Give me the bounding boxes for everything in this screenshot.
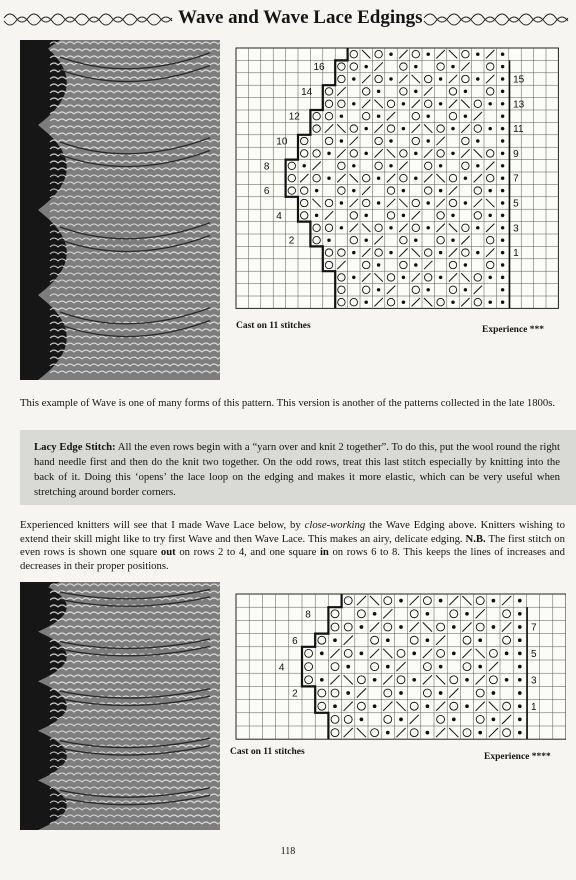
purl-symbol xyxy=(346,665,350,669)
purl-symbol xyxy=(464,201,467,204)
wave-lace-paragraph xyxy=(20,519,565,573)
purl-symbol xyxy=(488,102,491,105)
purl-symbol xyxy=(414,176,417,179)
purl-symbol xyxy=(426,288,429,291)
purl-symbol xyxy=(439,251,442,254)
para-text-3: The first stitch on even rows is shown one square xyxy=(20,532,565,558)
purl-symbol xyxy=(501,127,504,130)
purl-symbol xyxy=(518,665,522,669)
purl-symbol xyxy=(352,251,355,254)
row-number-right: 5 xyxy=(531,649,537,661)
purl-symbol xyxy=(360,718,364,722)
purl-symbol xyxy=(386,665,390,669)
purl-symbol xyxy=(505,652,509,656)
purl-symbol xyxy=(377,288,380,291)
chart1-experience-caption: Experience *** xyxy=(482,325,545,335)
purl-symbol xyxy=(439,77,442,80)
row-number-left: 2 xyxy=(292,688,298,700)
page-title: Wave and Wave Lace Edgings xyxy=(178,7,423,28)
purl-symbol xyxy=(426,704,430,708)
purl-symbol xyxy=(501,189,504,192)
purl-symbol xyxy=(476,139,479,142)
chart1-cast-on-caption: Cast on 11 stitches xyxy=(236,321,311,331)
purl-symbol xyxy=(492,625,496,629)
purl-symbol xyxy=(352,276,355,279)
purl-symbol xyxy=(426,731,430,735)
purl-symbol xyxy=(478,731,482,735)
row-number-right: 11 xyxy=(513,124,524,136)
purl-symbol xyxy=(364,127,367,130)
purl-symbol xyxy=(476,52,479,55)
para-italic: close-working xyxy=(304,519,366,531)
purl-symbol xyxy=(302,164,305,167)
row-number-right: 7 xyxy=(531,622,537,634)
purl-symbol xyxy=(340,139,343,142)
purl-symbol xyxy=(488,300,491,303)
purl-symbol xyxy=(501,114,504,117)
purl-symbol xyxy=(451,238,454,241)
purl-symbol xyxy=(364,300,367,303)
purl-symbol xyxy=(439,691,443,695)
row-number-left: 14 xyxy=(301,86,313,98)
purl-symbol xyxy=(377,201,380,204)
purl-symbol xyxy=(426,139,429,142)
purl-symbol xyxy=(464,263,467,266)
purl-symbol xyxy=(315,214,318,217)
para-text-1: Experienced knitters will see that I made Wave Lace below, by xyxy=(20,519,305,531)
purl-symbol xyxy=(518,625,522,629)
purl-symbol xyxy=(501,102,504,105)
purl-symbol xyxy=(501,300,504,303)
purl-symbol xyxy=(399,691,403,695)
purl-symbol xyxy=(518,638,522,642)
purl-symbol xyxy=(501,52,504,55)
purl-symbol xyxy=(452,718,456,722)
purl-symbol xyxy=(327,176,330,179)
purl-symbol xyxy=(426,52,429,55)
purl-symbol xyxy=(452,652,456,656)
purl-symbol xyxy=(402,276,405,279)
purl-symbol xyxy=(333,638,337,642)
purl-symbol xyxy=(452,625,456,629)
purl-symbol xyxy=(501,226,504,229)
row-number-right: 1 xyxy=(531,701,537,713)
purl-symbol xyxy=(340,226,343,229)
row-number-right: 1 xyxy=(513,248,519,260)
purl-symbol xyxy=(414,152,417,155)
purl-symbol xyxy=(412,652,416,656)
row-number-left: 10 xyxy=(276,136,288,148)
purl-symbol xyxy=(402,300,405,303)
purl-symbol xyxy=(501,90,504,93)
chart2-cast-on-caption: Cast on 11 stitches xyxy=(230,747,305,757)
purl-symbol xyxy=(465,678,469,682)
purl-symbol xyxy=(488,189,491,192)
purl-symbol xyxy=(478,638,482,642)
purl-symbol xyxy=(464,90,467,93)
purl-symbol xyxy=(492,691,496,695)
row-number-right: 7 xyxy=(513,173,519,185)
purl-symbol xyxy=(389,52,392,55)
purl-symbol xyxy=(518,612,522,616)
para-out: out xyxy=(160,546,176,558)
purl-symbol xyxy=(476,77,479,80)
purl-symbol xyxy=(464,114,467,117)
purl-symbol xyxy=(518,652,522,656)
purl-symbol xyxy=(518,599,522,603)
purl-symbol xyxy=(389,77,392,80)
purl-symbol xyxy=(402,189,405,192)
purl-symbol xyxy=(492,718,496,722)
row-number-right: 9 xyxy=(513,148,519,160)
purl-symbol xyxy=(412,678,416,682)
purl-symbol xyxy=(439,164,442,167)
row-number-right: 5 xyxy=(513,198,519,210)
purl-symbol xyxy=(488,276,491,279)
lacy-edge-body: All the even rows begin with a “yarn over and knit 2 together”. To do this, put the wool round the right hand needle first and then do the knit two together. On the odd rows, treat this last stitch especially by knitting into the back of it. Doing this ‘opens’ the lace loop on the edging and makes it more elastic, which can be very useful when stretching around border corners. xyxy=(34,441,560,498)
para-text-2: the Wave Edging above. Knitters wishing to extend their skill might like to try first Wave and then Wave Lace. This makes an airy, delicate edging. xyxy=(20,519,565,545)
purl-symbol xyxy=(386,731,390,735)
purl-symbol xyxy=(340,114,343,117)
purl-symbol xyxy=(464,288,467,291)
purl-symbol xyxy=(377,176,380,179)
purl-symbol xyxy=(451,65,454,68)
purl-symbol xyxy=(414,65,417,68)
para-text-5: on rows 6 to 8. This keeps the lines of increases and decreases in their proper positions. xyxy=(20,546,565,572)
purl-symbol xyxy=(346,691,350,695)
purl-symbol xyxy=(402,214,405,217)
purl-symbol xyxy=(373,678,377,682)
row-number-right: 3 xyxy=(513,223,519,235)
purl-symbol xyxy=(492,599,496,603)
purl-symbol xyxy=(501,164,504,167)
purl-symbol xyxy=(439,276,442,279)
purl-symbol xyxy=(451,300,454,303)
purl-symbol xyxy=(402,102,405,105)
purl-symbol xyxy=(320,652,324,656)
purl-symbol xyxy=(364,65,367,68)
purl-symbol xyxy=(402,127,405,130)
para-nb: N.B. xyxy=(465,532,486,545)
purl-symbol xyxy=(389,164,392,167)
purl-symbol xyxy=(377,90,380,93)
row-number-left: 8 xyxy=(305,609,311,621)
purl-symbol xyxy=(439,599,443,603)
purl-symbol xyxy=(439,189,442,192)
purl-symbol xyxy=(465,612,469,616)
page-number: 118 xyxy=(280,846,296,857)
purl-symbol xyxy=(501,251,504,254)
purl-symbol xyxy=(414,90,417,93)
purl-symbol xyxy=(399,599,403,603)
lacy-edge-heading: Lacy Edge Stitch: xyxy=(34,441,116,453)
row-number-left: 6 xyxy=(292,635,298,647)
purl-symbol xyxy=(364,214,367,217)
purl-symbol xyxy=(333,704,337,708)
purl-symbol xyxy=(327,238,330,241)
purl-symbol xyxy=(476,251,479,254)
purl-symbol xyxy=(439,665,443,669)
intro-paragraph: This example of Wave is one of many forms of this pattern. This version is another of the patterns collected in the late 1800s. xyxy=(20,397,556,409)
wave-edging-chart xyxy=(230,40,566,315)
purl-symbol xyxy=(501,238,504,241)
purl-symbol xyxy=(488,214,491,217)
purl-symbol xyxy=(501,214,504,217)
purl-symbol xyxy=(352,77,355,80)
purl-symbol xyxy=(501,263,504,266)
row-number-right: 13 xyxy=(513,99,525,111)
purl-symbol xyxy=(501,65,504,68)
row-number-left: 4 xyxy=(276,210,282,222)
row-number-right: 3 xyxy=(531,675,537,687)
row-number-left: 4 xyxy=(278,662,285,674)
purl-symbol xyxy=(399,625,403,629)
purl-symbol xyxy=(426,201,429,204)
lacy-edge-stitch-text xyxy=(34,440,560,500)
wave-edging-photo xyxy=(20,40,220,380)
purl-symbol xyxy=(352,189,355,192)
purl-symbol xyxy=(488,127,491,130)
purl-symbol xyxy=(518,731,522,735)
purl-symbol xyxy=(360,652,364,656)
purl-symbol xyxy=(352,102,355,105)
para-text-4: on rows 2 to 4, and one square xyxy=(175,546,320,558)
purl-symbol xyxy=(518,678,522,682)
purl-symbol xyxy=(426,638,430,642)
purl-symbol xyxy=(478,665,482,669)
row-number-left: 16 xyxy=(313,62,325,74)
purl-symbol xyxy=(426,114,429,117)
wave-lace-photo xyxy=(20,582,220,830)
purl-symbol xyxy=(426,226,429,229)
purl-symbol xyxy=(399,718,403,722)
purl-symbol xyxy=(426,612,430,616)
purl-symbol xyxy=(439,102,442,105)
purl-symbol xyxy=(501,77,504,80)
purl-symbol xyxy=(501,152,504,155)
purl-symbol xyxy=(518,704,522,708)
purl-symbol xyxy=(464,176,467,179)
purl-symbol xyxy=(377,263,380,266)
purl-symbol xyxy=(373,704,377,708)
row-number-left: 2 xyxy=(288,235,295,247)
purl-symbol xyxy=(364,238,367,241)
row-number-left: 8 xyxy=(263,161,270,173)
row-number-left: 6 xyxy=(263,186,270,198)
wave-lace-chart xyxy=(230,588,566,740)
purl-symbol xyxy=(451,152,454,155)
chart2-experience-caption: Experience **** xyxy=(484,752,551,762)
purl-symbol xyxy=(476,226,479,229)
purl-symbol xyxy=(364,152,367,155)
purl-symbol xyxy=(505,678,509,682)
purl-symbol xyxy=(373,612,377,616)
purl-symbol xyxy=(389,251,392,254)
row-number-left: 12 xyxy=(288,111,300,123)
purl-symbol xyxy=(465,704,469,708)
purl-symbol xyxy=(315,189,318,192)
row-number-right: 15 xyxy=(513,74,525,86)
purl-symbol xyxy=(476,164,479,167)
purl-symbol xyxy=(518,718,522,722)
purl-symbol xyxy=(327,152,330,155)
purl-symbol xyxy=(501,288,504,291)
purl-symbol xyxy=(340,201,343,204)
purl-symbol xyxy=(389,226,392,229)
purl-symbol xyxy=(501,139,504,142)
purl-symbol xyxy=(389,139,392,142)
purl-symbol xyxy=(451,214,454,217)
purl-symbol xyxy=(377,114,380,117)
purl-symbol xyxy=(320,678,324,682)
purl-symbol xyxy=(414,263,417,266)
purl-symbol xyxy=(451,127,454,130)
purl-symbol xyxy=(501,201,504,204)
purl-symbol xyxy=(518,691,522,695)
purl-symbol xyxy=(501,276,504,279)
para-in: in xyxy=(319,546,329,558)
purl-symbol xyxy=(352,164,355,167)
purl-symbol xyxy=(360,625,364,629)
purl-symbol xyxy=(414,238,417,241)
purl-symbol xyxy=(386,638,390,642)
purl-symbol xyxy=(501,176,504,179)
